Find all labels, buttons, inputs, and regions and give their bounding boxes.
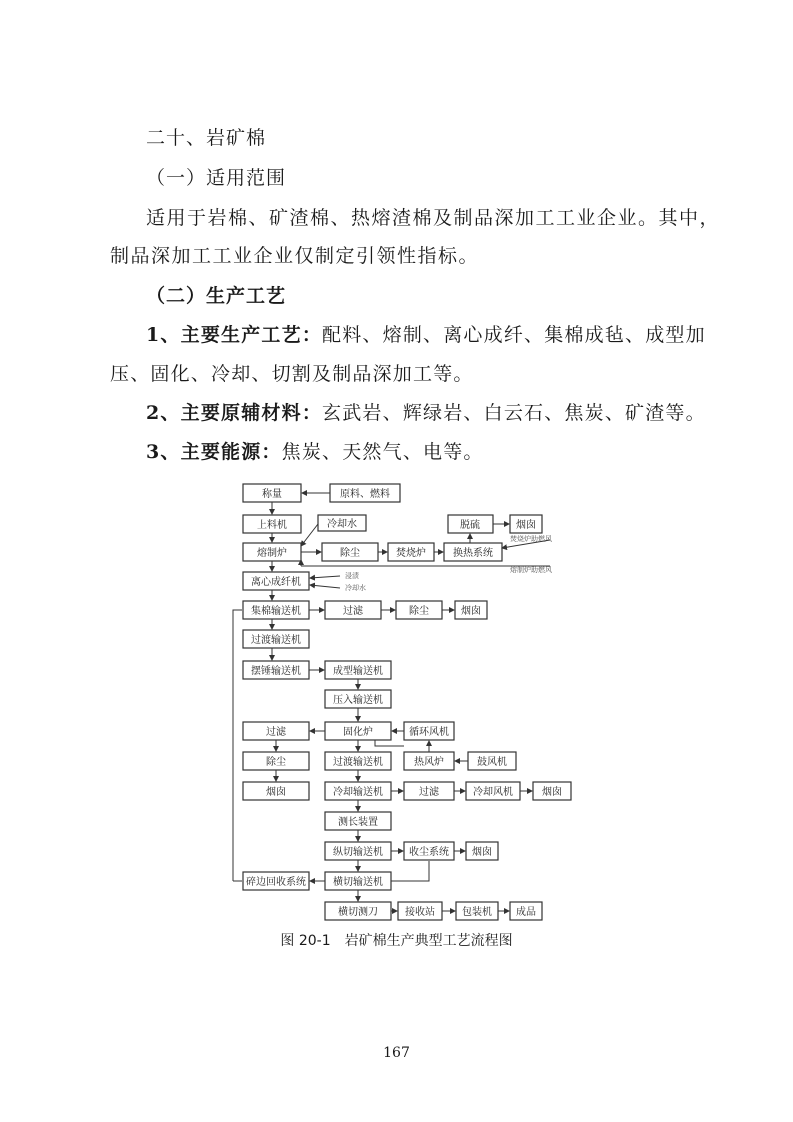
node-guolv2	[243, 722, 309, 740]
node-rongzhilu	[243, 543, 301, 561]
node-baozhuang	[456, 902, 498, 920]
node-refenglu	[404, 752, 454, 770]
node-chuchen3	[243, 752, 309, 770]
node-jimian	[243, 601, 309, 619]
svg-text:烟囱: 烟囱	[266, 787, 286, 798]
svg-text:离心成纤机: 离心成纤机	[251, 577, 301, 588]
node-yuanliao	[330, 484, 400, 502]
item-1-text-b: 压、固化、冷却、切割及制品深加工等。	[110, 363, 474, 385]
svg-text:烟囱: 烟囱	[461, 606, 481, 617]
node-shangliaoji	[243, 515, 301, 533]
node-huanre	[444, 543, 502, 561]
scope-text-line2: 制品深加工工业企业仅制定引领性指标。	[110, 245, 480, 267]
svg-text:鼓风机: 鼓风机	[477, 757, 507, 768]
node-guodu2	[325, 752, 391, 770]
svg-text:成型输送机: 成型输送机	[333, 666, 383, 677]
svg-text:碎边回收系统: 碎边回收系统	[246, 877, 306, 888]
svg-text:纵切输送机: 纵切输送机	[333, 847, 383, 858]
svg-text:过渡输送机: 过渡输送机	[251, 635, 301, 646]
node-guodu1	[243, 630, 309, 648]
svg-text:除尘: 除尘	[340, 548, 360, 559]
node-tuoliu	[448, 515, 493, 533]
svg-text:烟囱: 烟囱	[472, 847, 492, 858]
page-number: 167	[383, 1045, 410, 1061]
svg-text:冷却输送机: 冷却输送机	[333, 787, 383, 798]
svg-text:冷却风机: 冷却风机	[473, 787, 513, 798]
svg-text:称量: 称量	[262, 489, 282, 500]
node-hengqie	[325, 872, 391, 890]
svg-text:熔制炉: 熔制炉	[257, 548, 287, 559]
svg-text:冷却水: 冷却水	[327, 519, 357, 530]
node-guolv1	[325, 601, 381, 619]
svg-text:焚烧炉助燃风: 焚烧炉助燃风	[510, 535, 552, 543]
item-2-label: 2、主要原辅材料：	[146, 402, 323, 424]
node-shouchen	[404, 842, 454, 860]
svg-text:过滤: 过滤	[343, 606, 363, 617]
svg-text:横切测刀: 横切测刀	[338, 907, 378, 918]
node-fenshaolu	[388, 543, 434, 561]
node-lixin	[243, 572, 309, 590]
svg-text:摆锤输送机: 摆锤输送机	[251, 666, 301, 677]
node-chengpin	[510, 902, 542, 920]
svg-text:过滤: 过滤	[419, 787, 439, 798]
node-lengque-ss	[325, 782, 391, 800]
svg-text:浸渍: 浸渍	[345, 572, 359, 580]
node-guhualu	[325, 722, 391, 740]
node-cechang2	[325, 902, 391, 920]
svg-text:包装机: 包装机	[462, 907, 492, 918]
node-lengqueshui	[318, 515, 366, 531]
node-yancong3	[243, 782, 309, 800]
node-lengque-fj	[466, 782, 520, 800]
item-2-text: 玄武岩、辉绿岩、白云石、焦炭、矿渣等。	[322, 402, 706, 424]
svg-text:除尘: 除尘	[266, 757, 286, 768]
svg-text:热风炉: 热风炉	[414, 757, 444, 768]
svg-text:收尘系统: 收尘系统	[409, 847, 449, 858]
svg-text:过滤: 过滤	[266, 727, 286, 738]
node-guolv3	[404, 782, 454, 800]
node-chuchen1	[322, 543, 378, 561]
svg-text:换热系统: 换热系统	[453, 548, 493, 559]
scope-text-line1: 适用于岩棉、矿渣棉、热熔渣棉及制品深加工工业企业。其中，	[146, 207, 721, 229]
svg-text:成品: 成品	[516, 907, 536, 918]
svg-text:上料机: 上料机	[257, 520, 287, 531]
svg-text:过渡输送机: 过渡输送机	[333, 757, 383, 768]
item-3-text: 焦炭、天然气、电等。	[281, 441, 484, 463]
svg-text:冷却水: 冷却水	[345, 584, 366, 592]
node-jieshouzhan	[398, 902, 442, 920]
svg-text:接收站: 接收站	[405, 907, 435, 918]
node-chuchen2	[396, 601, 442, 619]
node-yancong1	[510, 515, 542, 533]
svg-text:焚烧炉: 焚烧炉	[396, 548, 426, 559]
node-yancong2	[455, 601, 487, 619]
node-cechang	[325, 812, 391, 830]
svg-text:测长装置: 测长装置	[338, 817, 378, 828]
item-3-label: 3、主要能源：	[146, 441, 282, 463]
svg-text:固化炉: 固化炉	[343, 727, 373, 738]
svg-text:烟囱: 烟囱	[516, 520, 536, 531]
svg-text:循环风机: 循环风机	[409, 727, 449, 738]
svg-text:压入输送机: 压入输送机	[333, 695, 383, 706]
node-xunhuan	[404, 722, 454, 740]
figure-caption: 图 20-1 岩矿棉生产典型工艺流程图	[280, 933, 513, 949]
node-baichui	[243, 661, 309, 679]
item-1-label: 1、主要生产工艺：	[146, 324, 323, 346]
scope-heading: （一）适用范围	[146, 167, 287, 189]
svg-text:集棉输送机: 集棉输送机	[251, 606, 301, 617]
node-yaru	[325, 690, 391, 708]
node-gufengji	[468, 752, 516, 770]
node-yancong4	[533, 782, 571, 800]
process-heading: （二）生产工艺	[146, 285, 287, 307]
svg-text:烟囱: 烟囱	[542, 787, 562, 798]
svg-text:原料、燃料: 原料、燃料	[340, 489, 390, 500]
node-chengxing	[325, 661, 391, 679]
node-yancong5	[466, 842, 498, 860]
node-chengliang	[243, 484, 301, 502]
svg-text:横切输送机: 横切输送机	[333, 877, 383, 888]
svg-text:脱硫: 脱硫	[460, 520, 480, 531]
node-zongqie	[325, 842, 391, 860]
section-title: 二十、岩矿棉	[146, 127, 267, 149]
svg-text:除尘: 除尘	[409, 606, 429, 617]
svg-text:熔制炉助燃风: 熔制炉助燃风	[510, 566, 552, 574]
node-suibian	[243, 872, 309, 890]
item-1-text-a: 配料、熔制、离心成纤、集棉成毡、成型加	[322, 324, 706, 346]
